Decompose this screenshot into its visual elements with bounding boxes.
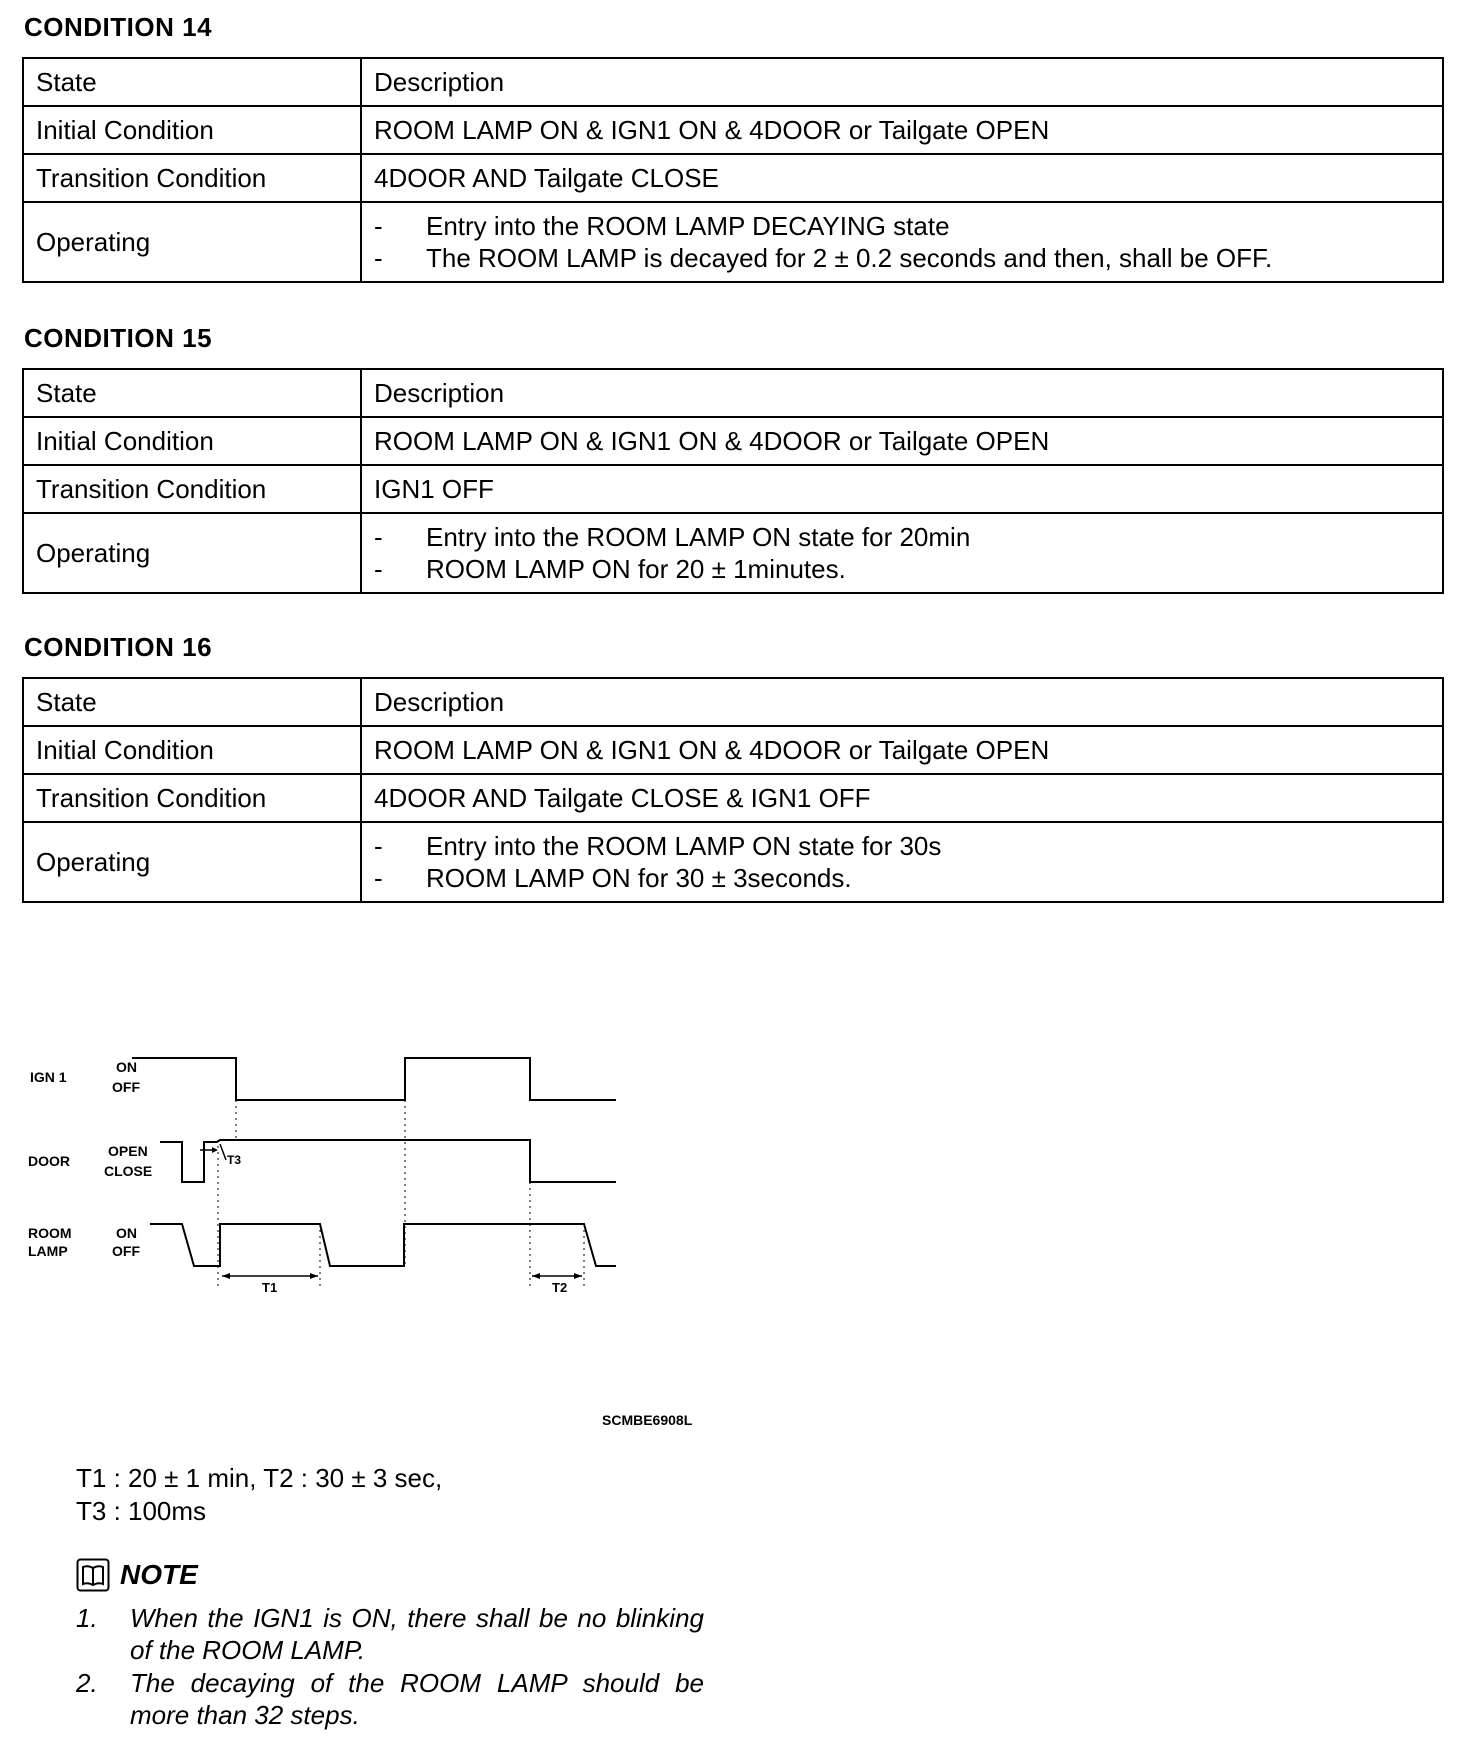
condition-15-table [22, 368, 1444, 594]
ign1-label: IGN 1 [30, 1069, 67, 1085]
note-list [76, 1602, 704, 1732]
door-label: DOOR [28, 1153, 70, 1169]
operating-text: ROOM LAMP ON for 30 ± 3seconds. [426, 863, 852, 893]
operating-cell [361, 202, 1443, 282]
table-header-row [23, 58, 1443, 106]
header-state: State [23, 678, 361, 726]
room-lamp-on-label: ON [116, 1225, 137, 1241]
table-row [23, 202, 1443, 282]
operating-line [374, 210, 1430, 242]
note-number: 1. [76, 1603, 98, 1633]
room-lamp-waveform [150, 1224, 616, 1266]
guide-lines [218, 1100, 584, 1290]
table-row [23, 154, 1443, 202]
table-row [23, 726, 1443, 774]
operating-line [374, 553, 1430, 585]
state-cell: Initial Condition [23, 726, 361, 774]
table-row [23, 417, 1443, 465]
note-header [76, 1558, 198, 1592]
state-cell: Operating [23, 202, 361, 282]
condition-16-table [22, 677, 1444, 903]
operating-cell [361, 513, 1443, 593]
room-lamp-off-label: OFF [112, 1243, 140, 1259]
operating-line [374, 862, 1430, 894]
description-cell: ROOM LAMP ON & IGN1 ON & 4DOOR or Tailgate OPEN [361, 726, 1443, 774]
table-row [23, 513, 1443, 593]
bullet-dash: - [374, 522, 383, 552]
header-state: State [23, 58, 361, 106]
description-cell: ROOM LAMP ON & IGN1 ON & 4DOOR or Tailgate OPEN [361, 106, 1443, 154]
bullet-dash: - [374, 211, 383, 241]
book-icon [76, 1558, 110, 1592]
operating-text: Entry into the ROOM LAMP ON state for 20min [426, 522, 971, 552]
header-description: Description [361, 58, 1443, 106]
table-header-row [23, 369, 1443, 417]
bullet-dash: - [374, 243, 383, 273]
t1-label: T1 [262, 1280, 278, 1295]
bullet-dash: - [374, 554, 383, 584]
operating-line [374, 242, 1430, 274]
operating-line [374, 830, 1430, 862]
operating-text: The ROOM LAMP is decayed for 2 ± 0.2 seconds and then, shall be OFF. [426, 243, 1273, 273]
timing-values [76, 1462, 442, 1528]
note-text: When the IGN1 is ON, there shall be no blinking of the ROOM LAMP. [130, 1603, 704, 1665]
operating-text: ROOM LAMP ON for 20 ± 1minutes. [426, 554, 846, 584]
list-item [76, 1667, 704, 1731]
bullet-dash: - [374, 863, 383, 893]
state-cell: Transition Condition [23, 465, 361, 513]
timing-diagram [0, 1000, 720, 1300]
list-item [76, 1602, 704, 1666]
operating-text: Entry into the ROOM LAMP ON state for 30s [426, 831, 942, 861]
state-cell: Transition Condition [23, 774, 361, 822]
room-lamp-label-line1: ROOM [28, 1225, 72, 1241]
state-cell: Operating [23, 513, 361, 593]
door-close-label: CLOSE [104, 1163, 153, 1179]
table-row [23, 822, 1443, 902]
description-cell: 4DOOR AND Tailgate CLOSE & IGN1 OFF [361, 774, 1443, 822]
bullet-dash: - [374, 831, 383, 861]
state-cell: Transition Condition [23, 154, 361, 202]
operating-text: Entry into the ROOM LAMP DECAYING state [426, 211, 950, 241]
condition-14-title: CONDITION 14 [24, 12, 213, 42]
ign1-off-label: OFF [112, 1079, 140, 1095]
operating-cell [361, 822, 1443, 902]
timing-line-1: T1 : 20 ± 1 min, T2 : 30 ± 3 sec, [76, 1463, 443, 1493]
header-description: Description [361, 678, 1443, 726]
header-state: State [23, 369, 361, 417]
door-open-label: OPEN [108, 1143, 148, 1159]
operating-line [374, 521, 1430, 553]
table-row [23, 106, 1443, 154]
state-cell: Operating [23, 822, 361, 902]
description-cell: IGN1 OFF [361, 465, 1443, 513]
note-number: 2. [76, 1668, 98, 1698]
description-cell: ROOM LAMP ON & IGN1 ON & 4DOOR or Tailgate OPEN [361, 417, 1443, 465]
ign1-on-label: ON [116, 1059, 137, 1075]
header-description: Description [361, 369, 1443, 417]
ign1-waveform [132, 1058, 616, 1100]
state-cell: Initial Condition [23, 417, 361, 465]
note-title: NOTE [120, 1559, 198, 1590]
timing-line-2: T3 : 100ms [76, 1496, 207, 1526]
room-lamp-label-line2: LAMP [28, 1243, 68, 1259]
state-cell: Initial Condition [23, 106, 361, 154]
table-row [23, 465, 1443, 513]
condition-15-title: CONDITION 15 [24, 323, 213, 353]
t3-label: T3 [227, 1153, 242, 1167]
condition-16-title: CONDITION 16 [24, 632, 213, 662]
condition-14-table [22, 57, 1444, 283]
t2-label: T2 [552, 1280, 568, 1295]
description-cell: 4DOOR AND Tailgate CLOSE [361, 154, 1443, 202]
table-header-row [23, 678, 1443, 726]
note-text: The decaying of the ROOM LAMP should be more than 32 steps. [130, 1668, 704, 1730]
figure-code: SCMBE6908L [602, 1412, 693, 1428]
t2-marker [532, 1273, 582, 1279]
t1-marker [222, 1273, 318, 1279]
table-row [23, 774, 1443, 822]
